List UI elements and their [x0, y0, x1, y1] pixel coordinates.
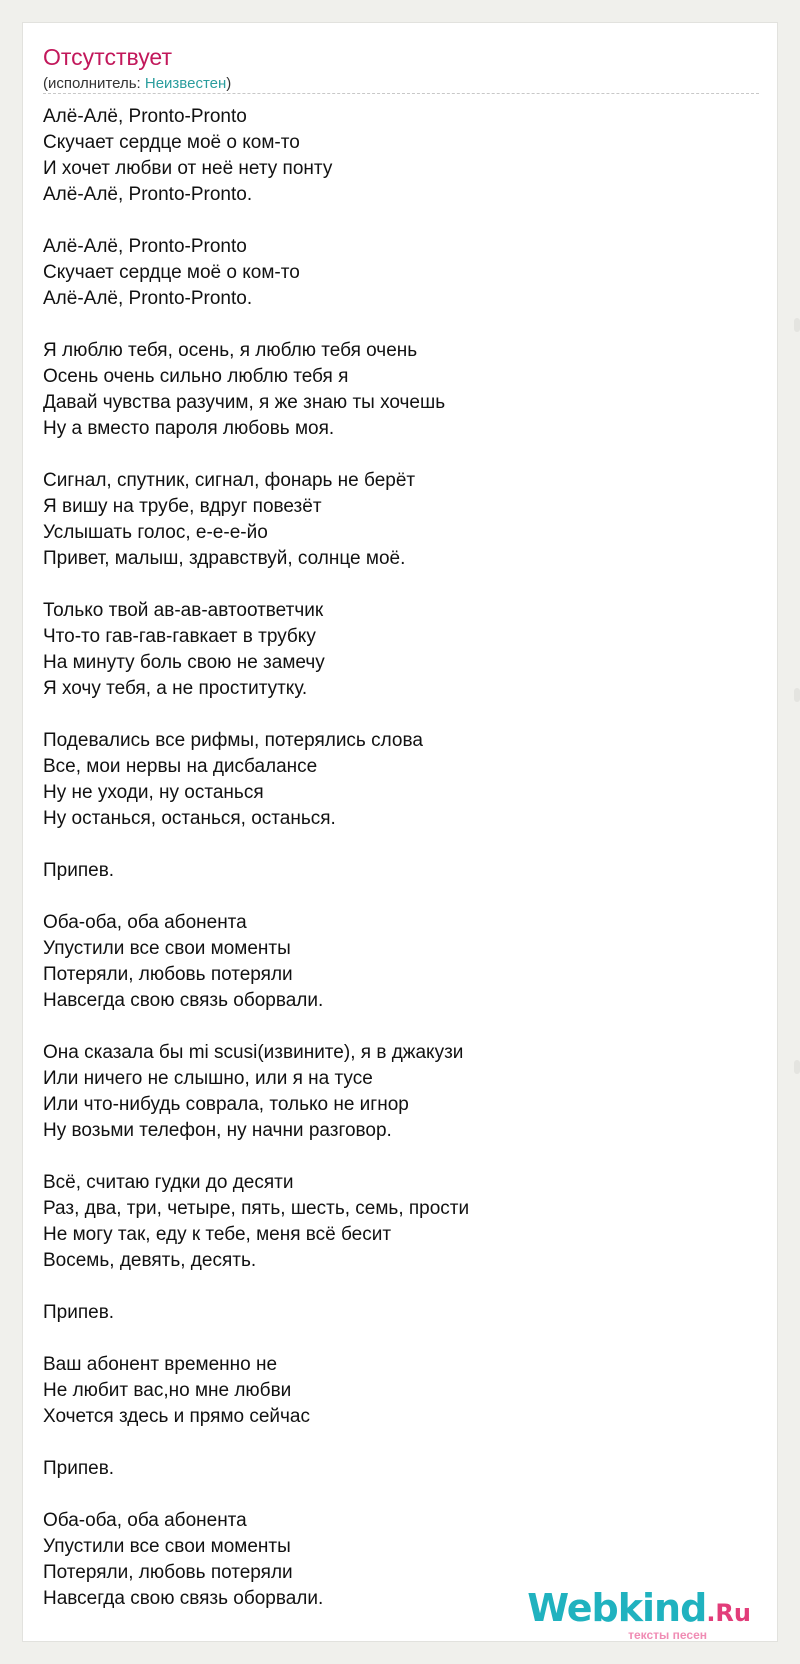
lyrics-stanza [43, 338, 743, 442]
lyrics-line: Оба-оба, оба абонента [43, 1510, 247, 1531]
logo-wordmark: Webkind [527, 1586, 707, 1630]
lyrics-line: Ну останься, останься, останься. [43, 808, 336, 829]
lyrics-line: Не любит вас,но мне любви [43, 1380, 292, 1401]
lyrics-line: Или ничего не слышно, или я на тусе [43, 1068, 373, 1089]
lyrics-line: Алё-Алё, Pronto-Pronto. [43, 288, 253, 309]
lyrics-stanza [43, 910, 743, 1014]
lyrics-line: Потеряли, любовь потеряли [43, 964, 293, 985]
lyrics-stanza [43, 1456, 743, 1482]
lyrics-line: Что-то гав-гав-гавкает в трубку [43, 626, 316, 647]
artist-suffix: ) [226, 75, 232, 92]
lyrics-stanza [43, 858, 743, 884]
lyrics-line: Алё-Алё, Pronto-Pronto [43, 106, 247, 127]
lyrics-line: Ну а вместо пароля любовь моя. [43, 418, 335, 439]
lyrics-stanza [43, 1300, 743, 1326]
lyrics-line: Только твой ав-ав-автоответчик [43, 600, 324, 621]
scroll-decoration [794, 1060, 800, 1074]
lyrics-line: Ну возьми телефон, ну начни разговор. [43, 1120, 392, 1141]
lyrics-line: Припев. [43, 1302, 115, 1323]
lyrics-line: Навсегда свою связь оборвали. [43, 990, 324, 1011]
lyrics-line: Услышать голос, е-е-е-йо [43, 522, 268, 543]
lyrics-stanza [43, 104, 743, 208]
site-logo[interactable] [527, 1586, 751, 1642]
logo-tagline: тексты песен [628, 1628, 707, 1642]
logo-domain-suffix: .Ru [706, 1599, 751, 1627]
lyrics-line: Привет, малыш, здравствуй, солнце моё. [43, 548, 406, 569]
lyrics-line: И хочет любви от неё нету понту [43, 158, 333, 179]
lyrics-line: Все, мои нервы на дисбалансе [43, 756, 318, 777]
title-divider [43, 93, 759, 94]
lyrics-line: На минуту боль свою не замечу [43, 652, 325, 673]
lyrics-line: Хочется здесь и прямо сейчас [43, 1406, 311, 1427]
lyrics-line: Раз, два, три, четыре, пять, шесть, семь, прости [43, 1198, 470, 1219]
lyrics-line: Я люблю тебя, осень, я люблю тебя очень [43, 340, 418, 361]
lyrics-line: Она сказала бы mi scusi(извините), я в джакузи [43, 1042, 464, 1063]
lyrics-card [22, 22, 778, 1642]
lyrics-line: Давай чувства разучим, я же знаю ты хочешь [43, 392, 446, 413]
lyrics-stanza [43, 1352, 743, 1430]
lyrics-line: Потеряли, любовь потеряли [43, 1562, 293, 1583]
lyrics-stanza [43, 728, 743, 832]
lyrics-line: Упустили все свои моменты [43, 1536, 291, 1557]
lyrics-line: Не могу так, еду к тебе, меня всё бесит [43, 1224, 392, 1245]
song-title: Отсутствует [43, 44, 172, 70]
lyrics-line: Навсегда свою связь оборвали. [43, 1588, 324, 1609]
lyrics-stanza [43, 1170, 743, 1274]
lyrics-stanza [43, 1040, 743, 1144]
lyrics-line: Я вишу на трубе, вдруг повезёт [43, 496, 322, 517]
lyrics-line: Или что-нибудь соврала, только не игнор [43, 1094, 409, 1115]
artist-prefix: (исполнитель: [43, 75, 145, 92]
lyrics-line: Упустили все свои моменты [43, 938, 291, 959]
artist-link[interactable]: Неизвестен [144, 75, 227, 92]
lyrics-line: Припев. [43, 860, 115, 881]
lyrics-line: Оба-оба, оба абонента [43, 912, 247, 933]
lyrics-line: Скучает сердце моё о ком-то [43, 262, 300, 283]
lyrics-line: Восемь, девять, десять. [43, 1250, 257, 1271]
lyrics-line: Алё-Алё, Pronto-Pronto. [43, 184, 253, 205]
scroll-decoration [794, 318, 800, 332]
lyrics-line: Осень очень сильно люблю тебя я [43, 366, 349, 387]
lyrics-line: Всё, считаю гудки до десяти [43, 1172, 294, 1193]
lyrics-stanza [43, 234, 743, 312]
lyrics-line: Припев. [43, 1458, 115, 1479]
lyrics-line: Я хочу тебя, а не проститутку. [43, 678, 308, 699]
lyrics-stanza [43, 468, 743, 572]
scroll-decoration [794, 688, 800, 702]
lyrics-line: Подевались все рифмы, потерялись слова [43, 730, 423, 751]
lyrics-line: Сигнал, спутник, сигнал, фонарь не берёт [43, 470, 416, 491]
lyrics-line: Скучает сердце моё о ком-то [43, 132, 300, 153]
lyrics-line: Ну не уходи, ну останься [43, 782, 264, 803]
lyrics-stanza [43, 598, 743, 702]
lyrics-line: Алё-Алё, Pronto-Pronto [43, 236, 247, 257]
lyrics-line: Ваш абонент временно не [43, 1354, 278, 1375]
lyrics-body [43, 104, 743, 1638]
artist-line [43, 74, 231, 94]
